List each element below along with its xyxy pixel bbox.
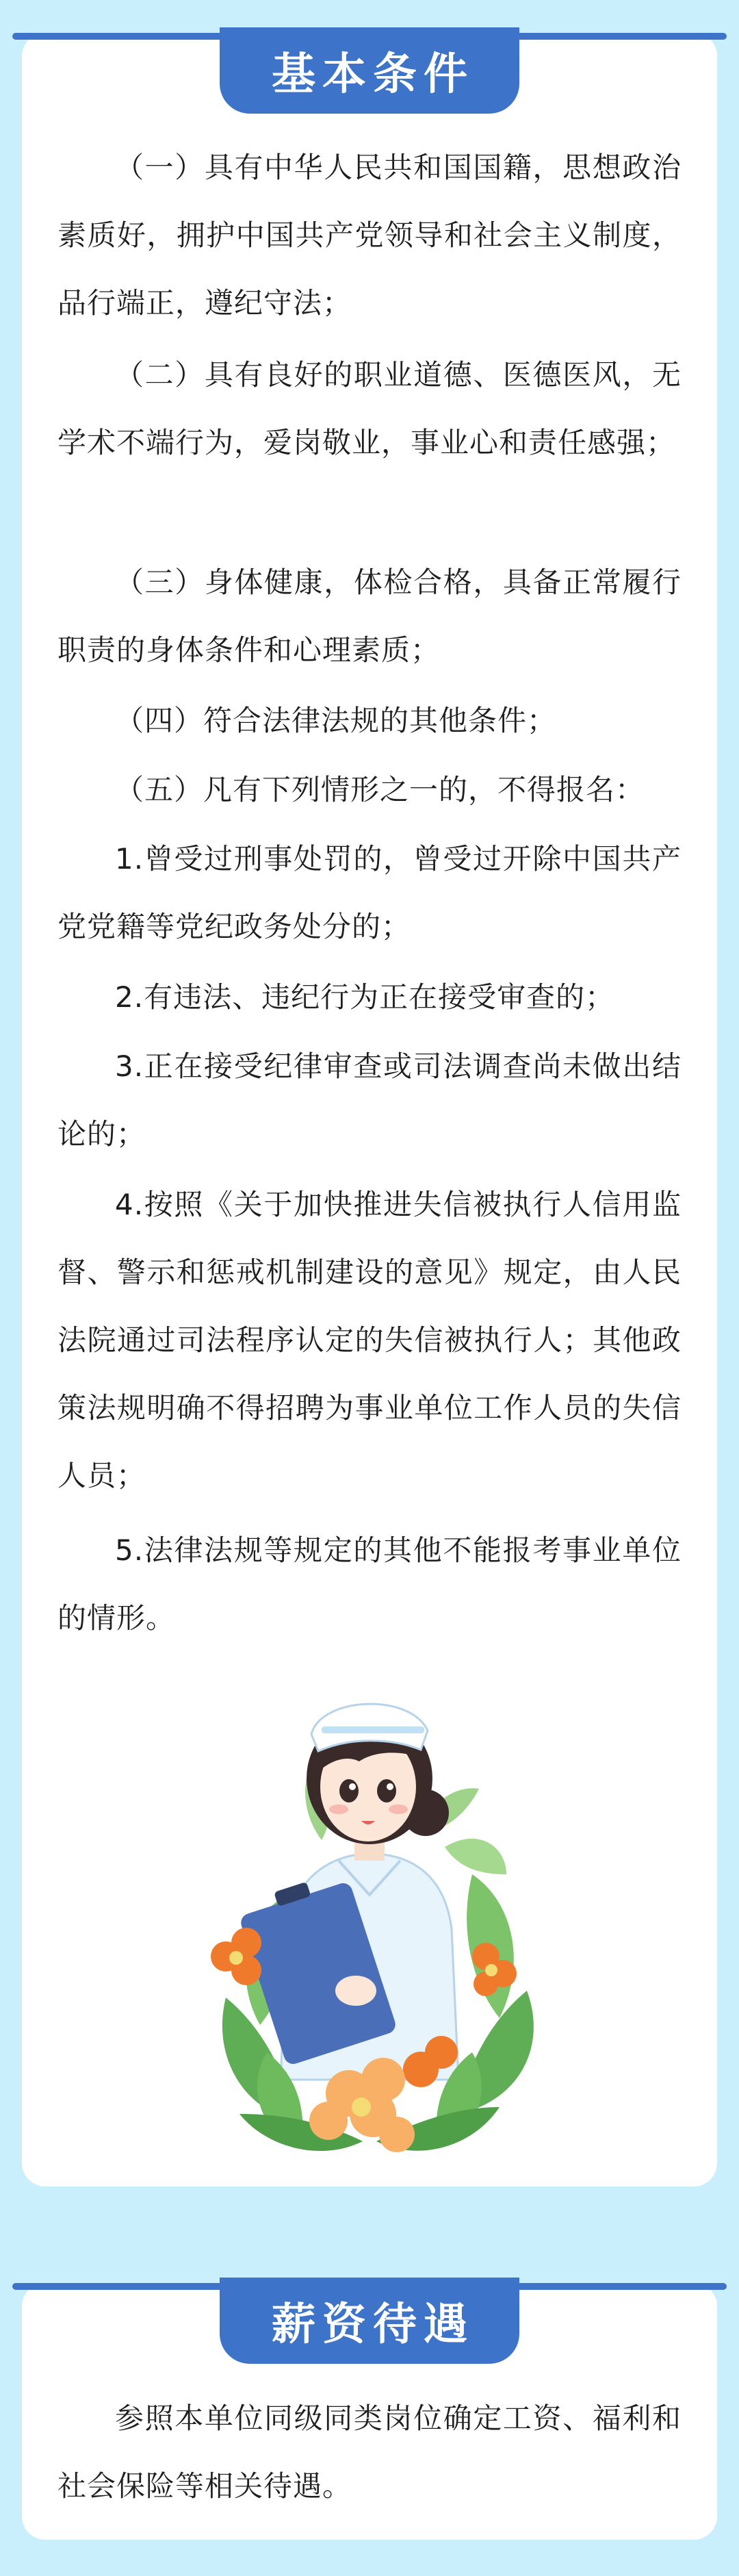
- condition-2: （二）具有良好的职业道德、医德医风，无学术不端行为，爱岗敬业，事业心和责任感强；: [57, 358, 682, 459]
- condition-4: （四）符合法律法规的其他条件；: [115, 704, 557, 737]
- exclusion-3: 3.正在接受纪律审查或司法调查尚未做出结论的；: [57, 1049, 682, 1151]
- exclusion-1: 1.曾受过刑事处罚的，曾受过开除中国共产党党籍等党纪政务处分的；: [57, 842, 682, 943]
- condition-1: （一）具有中华人民共和国国籍，思想政治素质好，拥护中国共产党领导和社会主义制度，品行端正，遵纪守法；: [57, 151, 682, 320]
- condition-3: （三）身体健康，体检合格，具备正常履行职责的身体条件和心理素质；: [57, 565, 682, 667]
- exclusion-5: 5.法律法规等规定的其他不能报考事业单位的情形。: [57, 1533, 682, 1635]
- nurse-illustration: [185, 1669, 554, 2176]
- basic-conditions-card: [22, 33, 717, 2186]
- exclusion-2: 2.有违法、违纪行为正在接受审查的；: [115, 980, 615, 1014]
- salary-card: [22, 2283, 717, 2540]
- salary-text: 参照本单位同级同类岗位确定工资、福利和社会保险等相关待遇。: [57, 2401, 682, 2503]
- section-title-basic: 基本条件: [220, 27, 519, 114]
- exclusion-4: 4.按照《关于加快推进失信被执行人信用监督、警示和惩戒机制建设的意见》规定，由人民法院通过司法程序认定的失信被执行人；其他政策法规明确不得招聘为事业单位工作人员的失信人员；: [57, 1188, 682, 1492]
- section-title-salary: 薪资待遇: [220, 2278, 519, 2364]
- condition-5: （五）凡有下列情形之一的，不得报名：: [115, 773, 645, 806]
